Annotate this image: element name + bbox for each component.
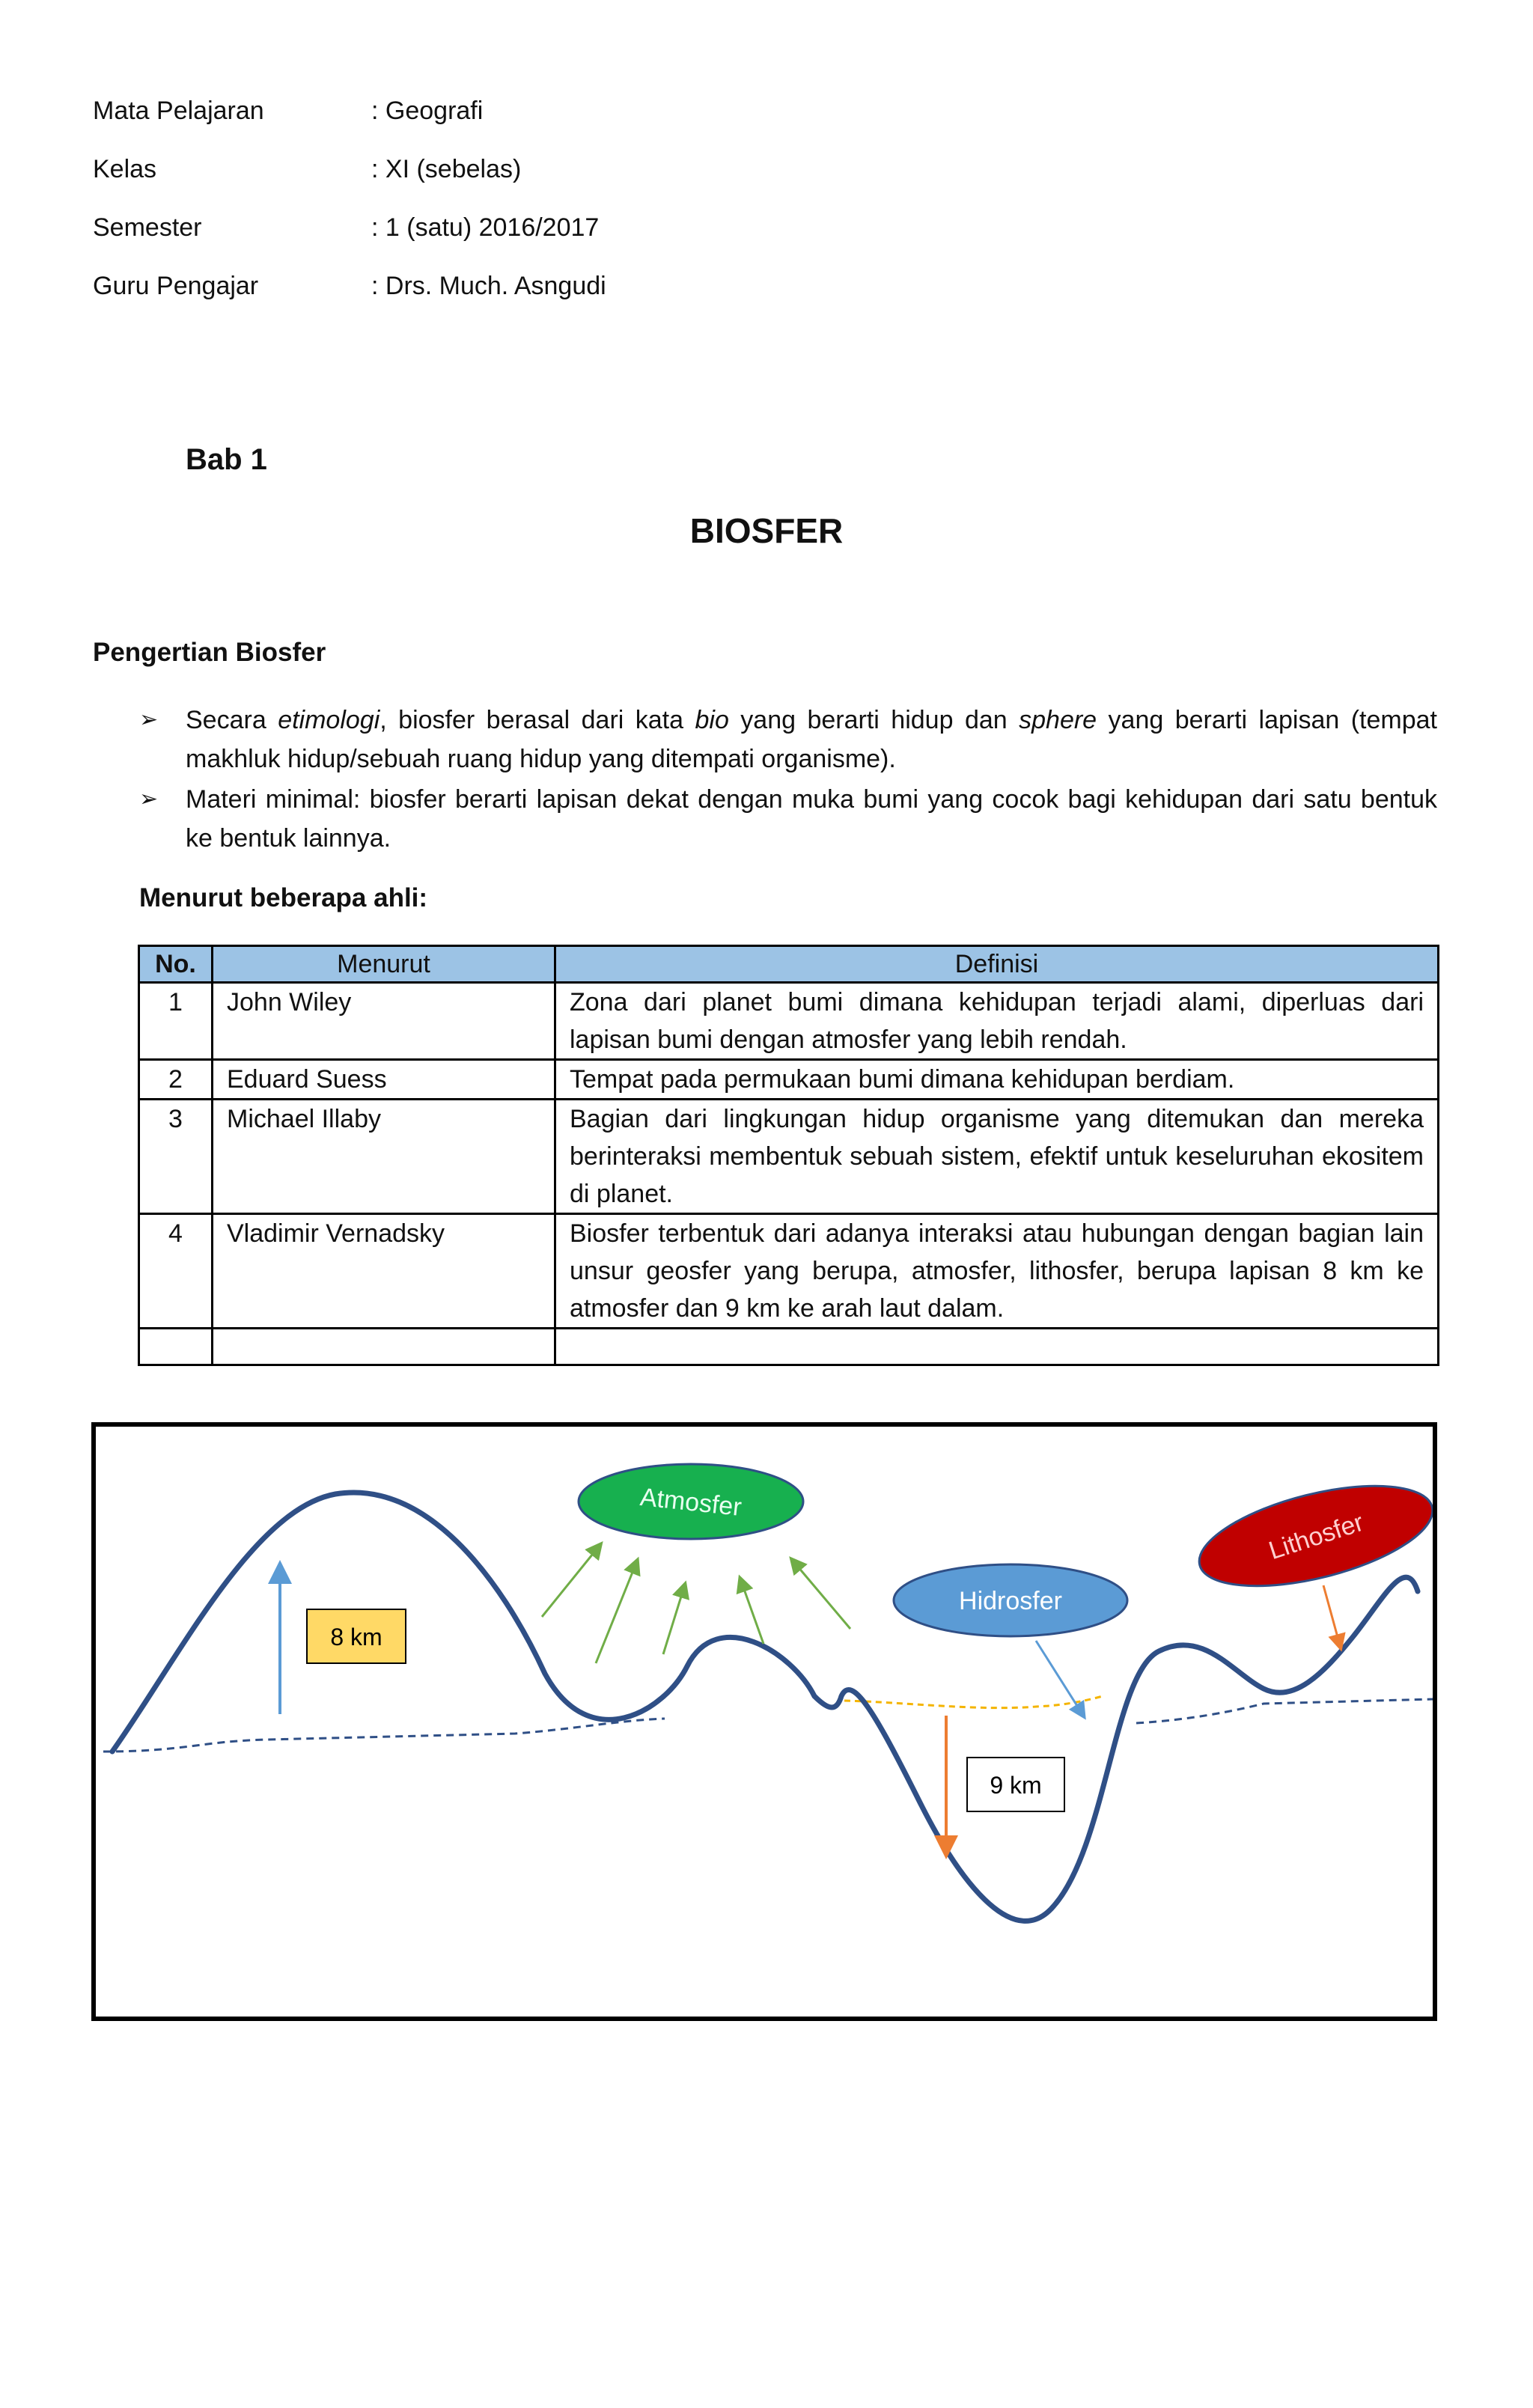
table-row — [139, 1060, 1439, 1100]
expert-name: Michael Illaby — [213, 1100, 555, 1214]
experts-heading: Menurut beberapa ahli: — [139, 883, 428, 912]
expert-name: Eduard Suess — [213, 1060, 555, 1100]
row-number: 2 — [139, 1060, 213, 1100]
table-row-empty — [139, 1329, 1439, 1365]
empty-cell — [213, 1329, 555, 1365]
text-run: , biosfer berasal dari kata — [380, 706, 695, 734]
expert-name: John Wiley — [213, 983, 555, 1060]
hidrosfer-label: Hidrosfer — [959, 1587, 1062, 1615]
semester-value: : 1 (satu) 2016/2017 — [371, 213, 600, 242]
atmosfer-arrow — [596, 1563, 636, 1663]
section-heading: Pengertian Biosfer — [93, 638, 326, 667]
ocean-surface-line — [844, 1696, 1103, 1708]
row-number: 4 — [139, 1214, 213, 1329]
teacher-label: Guru Pengajar — [93, 272, 259, 300]
depth-label: 9 km — [990, 1772, 1042, 1799]
atmosfer-arrow — [793, 1561, 850, 1629]
table-row — [139, 983, 1439, 1060]
italic-term: sphere — [1019, 706, 1097, 734]
hidrosfer-arrow — [1036, 1641, 1082, 1714]
atmosfer-arrow — [663, 1587, 684, 1654]
text-run: yang berarti hidup dan — [728, 706, 1020, 734]
class-label: Kelas — [93, 155, 157, 183]
expert-definition: Zona dari planet bumi dimana kehidupan terjadi alami, diperluas dari lapisan bumi dengan atmosfer yang lebih rendah. — [555, 983, 1439, 1060]
table-row — [139, 1214, 1439, 1329]
atmosfer-arrow — [741, 1581, 764, 1644]
bullet-minimal-text: Materi minimal: biosfer berarti lapisan dekat dengan muka bumi yang cocok bagi kehidupan dari satu bentuk ke bentuk lainnya. — [186, 785, 1437, 853]
expert-definition: Biosfer terbentuk dari adanya interaksi atau hubungan dengan bagian lain unsur geosfer yang berupa, atmosfer, lithosfer, berupa lapisan 8 km ke atmosfer dan 9 km ke arah laut dalam. — [555, 1214, 1439, 1329]
subject-label: Mata Pelajaran — [93, 97, 264, 125]
class-value: : XI (sebelas) — [371, 155, 522, 183]
atmosfer-arrow — [542, 1546, 599, 1617]
column-header-no: No. — [139, 946, 213, 983]
empty-cell — [555, 1329, 1439, 1365]
subject-value: : Geografi — [371, 97, 484, 125]
column-header-menurut: Menurut — [213, 946, 555, 983]
biosphere-diagram-svg — [96, 1427, 1433, 2017]
bullet-arrow-icon: ➢ — [139, 787, 159, 811]
sea-level-line — [103, 1719, 665, 1752]
bullet-minimal — [139, 780, 1437, 858]
empty-cell — [139, 1329, 213, 1365]
expert-definition: Tempat pada permukaan bumi dimana kehidupan berdiam. — [555, 1060, 1439, 1100]
page-title: BIOSFER — [689, 511, 844, 550]
italic-term: etimologi — [278, 706, 380, 734]
bullet-arrow-icon: ➢ — [139, 707, 159, 732]
table-header-row — [139, 946, 1439, 983]
semester-label: Semester — [93, 213, 202, 242]
teacher-value: : Drs. Much. Asngudi — [371, 272, 606, 300]
expert-definition: Bagian dari lingkungan hidup organisme yang ditemukan dan mereka berinteraksi membentuk sebuah sistem, efektif untuk keseluruhan ekositem di planet. — [555, 1100, 1439, 1214]
table-row — [139, 1100, 1439, 1214]
height-label: 8 km — [330, 1624, 383, 1650]
chapter-label: Bab 1 — [186, 443, 267, 476]
atmosfer-label: Atmosfer — [639, 1482, 743, 1522]
bullet-etymology — [139, 701, 1437, 778]
italic-term: bio — [695, 706, 729, 734]
text-run: yang berarti lapisan (tempat makhluk hidup/sebuah ruang hidup yang ditempati organisme). — [186, 706, 1437, 773]
text-run: Secara — [186, 706, 278, 734]
row-number: 1 — [139, 983, 213, 1060]
lithosfer-label: Lithosfer — [1265, 1508, 1368, 1566]
sea-level-line — [1136, 1699, 1433, 1723]
column-header-definisi: Definisi — [555, 946, 1439, 983]
expert-name: Vladimir Vernadsky — [213, 1214, 555, 1329]
experts-table — [138, 945, 1439, 1366]
row-number: 3 — [139, 1100, 213, 1214]
lithosfer-arrow — [1323, 1585, 1340, 1645]
bullet-etymology-text — [186, 701, 1437, 778]
biosphere-diagram — [91, 1422, 1437, 2021]
